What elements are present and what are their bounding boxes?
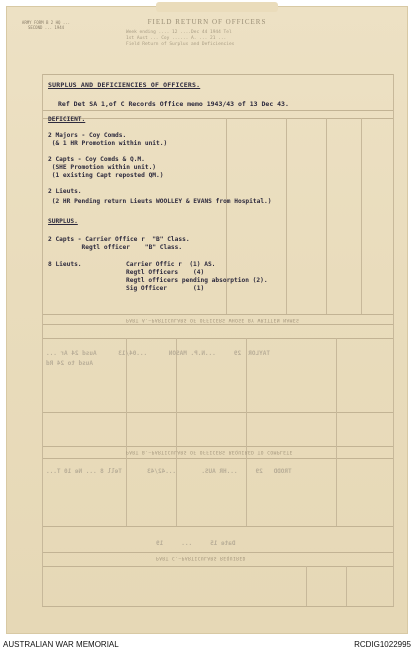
surplus-lieuts-line: Sig Officer (1) [126,285,205,292]
part-c-label: PART C.—PARTICULARS REQUIRED [156,555,246,560]
reference-line: Ref Det SA 1,of C Records Office memo 1943/43 of 13 Dec 43. [58,100,289,108]
item-id: RCDIG1022995 [354,640,411,649]
surplus-lieuts-line: Regtl Officers (4) [126,269,205,276]
bleed-through-text: TAYLOR 29 ...N.P. MASON ...04/13 Ausd 24 Ar ... [46,350,270,357]
header-line: 1st Aust ... Coy ...... A. ... 21 ... [126,36,227,41]
part-a-label: PART A.—PARTICULARS OF OFFICERS WHOSE BY WRITTEN NAMES [126,317,300,322]
bleed-through-text: TRODD 29 ...HR AUS. ...42/43 Tell 8 ... Ne 10 T... [46,468,292,475]
deficient-line: (SHE Promotion within unit.) [48,164,157,171]
deficient-line: 2 Capts - Coy Comds & Q.M. [48,156,145,163]
deficient-line: 2 Majors - Coy Comds. [48,132,127,139]
surplus-heading: SURPLUS. [48,218,78,225]
army-form-stamp: ARMY FORM B 2 HQ ... SECOND ... 1944 [21,20,71,30]
header-line: Field Return of Surplus and Deficiencies [126,42,235,47]
document-sheet [6,6,408,634]
deficient-line: (2 HR Pending return Lieuts WOOLLEY & EVANS from Hospital.) [48,198,272,205]
form-title: FIELD RETURN OF OFFICERS [147,18,267,26]
part-b-label: PART B.—PARTICULARS OF OFFICERS REQUIRED TO COMPLETE [126,449,293,454]
surplus-capts-line: 2 Capts - Carrier Office r "B" Class. [48,236,190,243]
bleed-through-text: Ausd to 24 Rd [46,360,231,367]
deficient-heading: DEFICIENT. [48,116,86,123]
bleed-through-text: Date 15 ... 19 [156,540,236,547]
footer-bar [0,637,414,653]
form-header-lines [126,30,388,48]
deficient-line: (& 1 HR Promotion within unit.) [48,140,168,147]
surplus-lieuts-line: Regtl officers pending absorption (2). [126,277,268,284]
deficient-line: (1 existing Capt reposted QM.) [48,172,164,179]
deficient-line: 2 Lieuts. [48,188,82,195]
institution-credit: AUSTRALIAN WAR MEMORIAL [3,640,119,649]
surplus-deficiencies-heading: SURPLUS AND DEFICIENCIES OF OFFICERS. [48,81,201,89]
surplus-lieuts-label: 8 Lieuts. [48,261,82,268]
surplus-capts-line: Regtl officer "B" Class. [48,244,183,251]
surplus-lieuts-line: Carrier Offic r (1) AS. [126,261,216,268]
header-line: Week ending .... 12 ....Dec 44 1944 Tel [126,30,232,35]
